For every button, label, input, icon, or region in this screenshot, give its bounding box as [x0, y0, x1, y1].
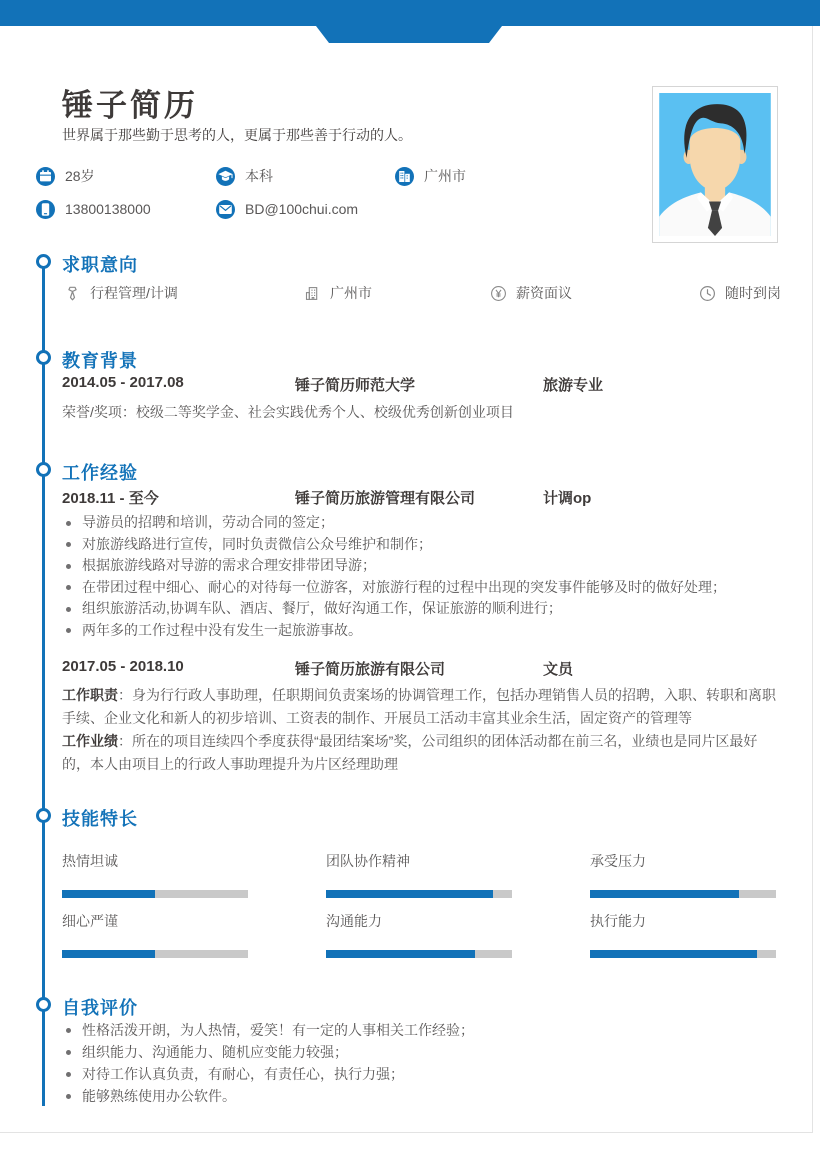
- job2-achievement-text: ：所在的项目连续四个季度获得“最团结案场”奖，公司组织的团体活动都在前三名，业绩也是同片区最好的，本人由项目上的行政人事助理提升为片区经理助理: [62, 733, 758, 772]
- job2-period: 2017.05 - 2018.10: [62, 658, 184, 675]
- page-edge-bottom: [0, 1132, 813, 1133]
- skill-bar-track: [326, 890, 512, 898]
- contact-degree-value: 本科: [245, 168, 273, 184]
- male-avatar-image: [659, 93, 771, 236]
- job1-bullet: 根据旅游线路对导游的需求合理安排带团导游；: [62, 555, 786, 577]
- contact-phone-value: 13800138000: [65, 201, 151, 217]
- skill-label: 团队协作精神: [326, 853, 410, 869]
- contact-degree: [216, 166, 273, 186]
- objective-position-label: 行程管理/计调: [90, 285, 178, 301]
- skill-item: [326, 851, 512, 898]
- job2-description: [62, 684, 780, 776]
- building-icon: [395, 167, 414, 186]
- photo-frame: [652, 86, 778, 243]
- objective-item-salary: [489, 283, 572, 303]
- skill-bar-fill: [326, 890, 493, 898]
- job1-company: 锤子简历旅游管理有限公司: [295, 490, 476, 507]
- job1-bullet: 对旅游线路进行宣传，同时负责微信公众号维护和制作；: [62, 534, 786, 556]
- tie-icon: [63, 284, 82, 303]
- skill-item: [590, 851, 776, 898]
- resume-name: 锤子简历: [62, 88, 198, 123]
- contact-age-value: 28岁: [65, 168, 95, 184]
- job2-achievement-label: 工作业绩: [62, 733, 118, 749]
- objective-item-city: [303, 283, 372, 303]
- job2-duty-label: 工作职责: [62, 687, 118, 703]
- section-title-objective: 求职意向: [62, 255, 138, 275]
- skill-bar-track: [62, 890, 248, 898]
- contact-email-value: BD@100chui.com: [245, 201, 359, 217]
- skill-label: 沟通能力: [326, 913, 382, 929]
- section-ring-objective: [36, 254, 51, 269]
- skill-bar-track: [590, 950, 776, 958]
- skill-label: 承受压力: [590, 853, 646, 869]
- section-title-evaluation: 自我评价: [62, 998, 138, 1018]
- skill-item: [62, 851, 248, 898]
- job1-role: 计调op: [543, 490, 592, 507]
- contact-city: [395, 166, 466, 186]
- job1-bullet: 两年多的工作过程中没有发生一起旅游事故。: [62, 620, 786, 642]
- skill-label: 热情坦诚: [62, 853, 118, 869]
- objective-availability-label: 随时到岗: [725, 285, 781, 301]
- job2-duty-text: ：身为行行政人事助理，任职期间负责案场的协调管理工作，包括办理销售人员的招聘，入职、转职和离职手续、企业文化和新人的初步培训、工资表的制作、开展员工活动丰富其业余生活，固定资产的管理等: [62, 687, 776, 726]
- ribbon-trapezoid-decoration: [316, 26, 502, 43]
- yen-circle-icon: [489, 284, 508, 303]
- section-ring-evaluation: [36, 997, 51, 1012]
- clock-icon: [698, 284, 717, 303]
- job1-period: 2018.11 - 至今: [62, 490, 159, 507]
- skill-bar-track: [326, 950, 512, 958]
- evaluation-bullet: 性格活泼开朗，为人热情，爱笑！有一定的人事相关工作经验；: [62, 1019, 786, 1041]
- evaluation-bullet-list: [62, 1019, 786, 1107]
- office-building-icon: [303, 284, 322, 303]
- section-ring-education: [36, 350, 51, 365]
- top-bar-decoration: [0, 0, 820, 26]
- section-title-skills: 技能特长: [62, 809, 138, 829]
- skill-bar-track: [590, 890, 776, 898]
- contact-phone: [36, 199, 151, 219]
- job1-bullet-list: [62, 512, 786, 641]
- section-title-education: 教育背景: [62, 351, 138, 371]
- education-period: 2014.05 - 2017.08: [62, 374, 184, 391]
- job2-company: 锤子简历旅游有限公司: [295, 661, 446, 678]
- education-school: 锤子简历师范大学: [295, 377, 416, 394]
- job1-bullet: 组织旅游活动,协调车队、酒店、餐厅，做好沟通工作，保证旅游的顺利进行；: [62, 598, 786, 620]
- job2-achievement-paragraph: [62, 730, 780, 776]
- objective-item-availability: [698, 283, 781, 303]
- evaluation-bullet: 能够熟练使用办公软件。: [62, 1085, 786, 1107]
- section-title-experience: 工作经验: [62, 463, 138, 483]
- section-ring-skills: [36, 808, 51, 823]
- skill-label: 细心严谨: [62, 913, 118, 929]
- skill-bar-fill: [590, 950, 757, 958]
- phone-icon: [36, 200, 55, 219]
- skill-item: [326, 911, 512, 958]
- evaluation-bullet: 组织能力、沟通能力、随机应变能力较强；: [62, 1041, 786, 1063]
- job1-bullet: 导游员的招聘和培训，劳动合同的签定；: [62, 512, 786, 534]
- objective-salary-label: 薪资面议: [516, 285, 572, 301]
- skill-bar-fill: [590, 890, 739, 898]
- skill-bar-fill: [62, 890, 155, 898]
- education-honors: 荣誉/奖项：校级二等奖学金、社会实践优秀个人、校级优秀创新创业项目: [62, 404, 514, 420]
- contact-age: [36, 166, 95, 186]
- skill-item: [62, 911, 248, 958]
- objective-item-position: [63, 283, 178, 303]
- skill-bar-fill: [326, 950, 475, 958]
- page-edge-right: [812, 26, 813, 1132]
- objective-city-label: 广州市: [330, 285, 372, 301]
- mail-icon: [216, 200, 235, 219]
- section-ring-experience: [36, 462, 51, 477]
- job2-duty-paragraph: [62, 684, 780, 730]
- resume-tagline: 世界属于那些勤于思考的人，更属于那些善于行动的人。: [62, 127, 412, 143]
- timeline-line: [42, 261, 45, 1106]
- skill-item: [590, 911, 776, 958]
- evaluation-bullet: 对待工作认真负责，有耐心，有责任心，执行力强；: [62, 1063, 786, 1085]
- contact-email: [216, 199, 358, 219]
- job1-bullet: 在带团过程中细心、耐心的对待每一位游客，对旅游行程的过程中出现的突发事件能够及时的做好处理；: [62, 577, 786, 599]
- education-major: 旅游专业: [543, 377, 604, 394]
- skill-bar-fill: [62, 950, 155, 958]
- graduation-cap-icon: [216, 167, 235, 186]
- job2-role: 文员: [543, 661, 574, 678]
- skill-label: 执行能力: [590, 913, 646, 929]
- contact-city-value: 广州市: [424, 168, 466, 184]
- skill-bar-track: [62, 950, 248, 958]
- calendar-icon: [36, 167, 55, 186]
